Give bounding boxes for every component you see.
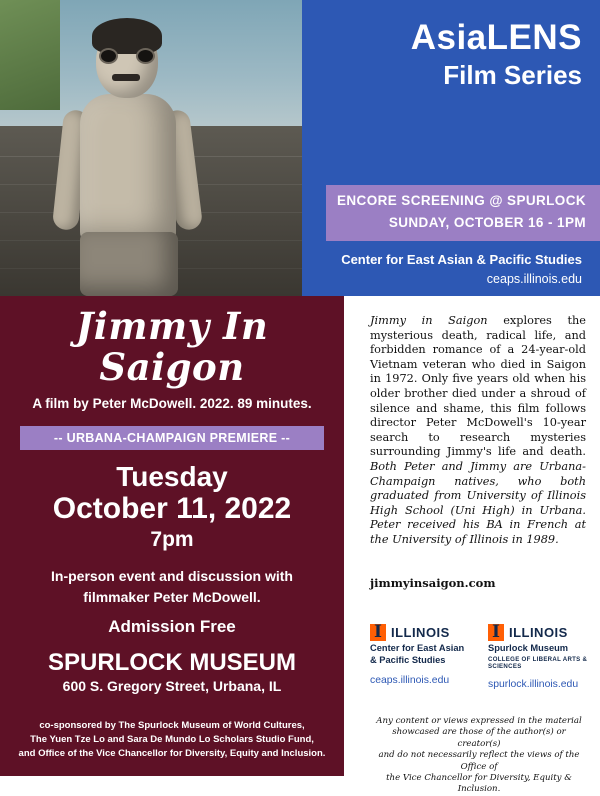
sponsors-line2: The Yuen Tze Lo and Sara De Mundo Lo Scholars Studio Fund, bbox=[30, 734, 314, 745]
venue-name: SPURLOCK MUSEUM bbox=[47, 649, 296, 676]
figure-mustache bbox=[112, 74, 140, 81]
sponsors-line3: and Office of the Vice Chancellor for Diversity, Equity and Inclusion. bbox=[18, 748, 326, 759]
logo-ceaps-unit-line1: Center for East Asian bbox=[370, 643, 465, 653]
film-credit: A film by Peter McDowell. 2022. 89 minutes. bbox=[32, 396, 312, 411]
series-subtitle: Film Series bbox=[443, 60, 582, 90]
film-title-line1: Jimmy In bbox=[75, 304, 269, 348]
encore-screening-title: ENCORE SCREENING @ SPURLOCK bbox=[337, 193, 586, 208]
sponsors-text bbox=[18, 719, 326, 761]
center-name: Center for East Asian & Pacific Studies bbox=[341, 252, 582, 267]
logo-spurlock-unit bbox=[488, 643, 590, 655]
logo-ceaps-unit-line2: & Pacific Studies bbox=[370, 654, 446, 665]
event-description-line1: In-person event and discussion with bbox=[51, 568, 293, 584]
photo-foliage bbox=[0, 0, 60, 110]
event-details-panel bbox=[0, 296, 344, 776]
logo-spurlock-url[interactable]: spurlock.illinois.edu bbox=[488, 678, 579, 690]
disclaimer-text bbox=[370, 716, 588, 796]
synopsis-body: explores the mysterious death, radical life, and forbidden romance of a 24-year-old Vietnam veteran who died in Saigon in 1972. Only five years old when his older brother died under a shroud of silence and shame, this film follows director Peter McDowell's 10-year search to research mysteries surrounding Jimmy's life and death. bbox=[370, 314, 586, 459]
event-time: 7pm bbox=[150, 528, 194, 551]
sponsors-line1: co-sponsored by The Spurlock Museum of World Cultures, bbox=[39, 720, 305, 731]
film-title bbox=[0, 306, 344, 388]
film-title-line2: Saigon bbox=[99, 345, 245, 389]
encore-screening-banner bbox=[326, 185, 600, 241]
venue-address: 600 S. Gregory Street, Urbana, IL bbox=[62, 678, 282, 694]
center-url[interactable]: ceaps.illinois.edu bbox=[486, 272, 582, 286]
logo-ceaps-wordmark bbox=[370, 624, 472, 641]
logo-ceaps-url[interactable]: ceaps.illinois.edu bbox=[370, 675, 450, 686]
logo-spurlock-illinois: ILLINOIS bbox=[508, 625, 568, 640]
illinois-block-i-icon: I bbox=[488, 624, 504, 641]
illinois-block-i-icon: I bbox=[370, 624, 386, 641]
encore-screening-datetime: SUNDAY, OCTOBER 16 - 1PM bbox=[388, 215, 586, 230]
disclaimer-line2: showcased are those of the author(s) or creator(s) bbox=[392, 727, 566, 749]
sunglasses-icon bbox=[98, 48, 156, 64]
series-title: AsiaLENS bbox=[410, 18, 582, 57]
logo-spurlock-college: COLLEGE OF LIBERAL ARTS & SCIENCES bbox=[488, 655, 588, 670]
admission-info: Admission Free bbox=[108, 617, 236, 636]
event-date: October 11, 2022 bbox=[52, 492, 292, 525]
film-still-photo bbox=[0, 0, 302, 296]
series-header-panel bbox=[302, 0, 600, 296]
institution-logos bbox=[370, 624, 590, 690]
logo-ceaps bbox=[370, 624, 472, 690]
figure-shorts bbox=[80, 232, 178, 296]
film-website-url[interactable]: jimmyinsaigon.com bbox=[370, 576, 496, 590]
premiere-banner-label: -- URBANA-CHAMPAIGN PREMIERE -- bbox=[53, 431, 291, 445]
synopsis-panel bbox=[344, 296, 600, 795]
logo-ceaps-illinois: ILLINOIS bbox=[390, 625, 450, 640]
event-description-line2: filmmaker Peter McDowell. bbox=[83, 589, 261, 605]
premiere-banner bbox=[20, 426, 324, 450]
logo-spurlock bbox=[488, 624, 590, 690]
event-weekday: Tuesday bbox=[116, 461, 228, 492]
synopsis-film-name: Jimmy in Saigon bbox=[370, 314, 488, 327]
synopsis-body-italic: Both Peter and Jimmy are Urbana-Champaign natives, who both graduated from University of Illinois High School (Uni High) in Urbana. Peter received his BA in French at the University of Illinois in 1989. bbox=[370, 459, 586, 546]
disclaimer-line3: and do not necessarily reflect the views of the Office of bbox=[378, 750, 580, 772]
logo-ceaps-unit bbox=[370, 643, 472, 666]
logo-spurlock-unit-line1: Spurlock Museum bbox=[488, 643, 569, 653]
disclaimer-line4: the Vice Chancellor for Diversity, Equity & Inclusion. bbox=[386, 773, 572, 795]
disclaimer-line1: Any content or views expressed in the material bbox=[376, 716, 582, 726]
photo-subject-figure bbox=[52, 24, 202, 296]
film-synopsis bbox=[370, 314, 586, 548]
logo-spurlock-wordmark bbox=[488, 624, 590, 641]
event-description bbox=[24, 566, 320, 608]
figure-torso bbox=[80, 94, 176, 244]
